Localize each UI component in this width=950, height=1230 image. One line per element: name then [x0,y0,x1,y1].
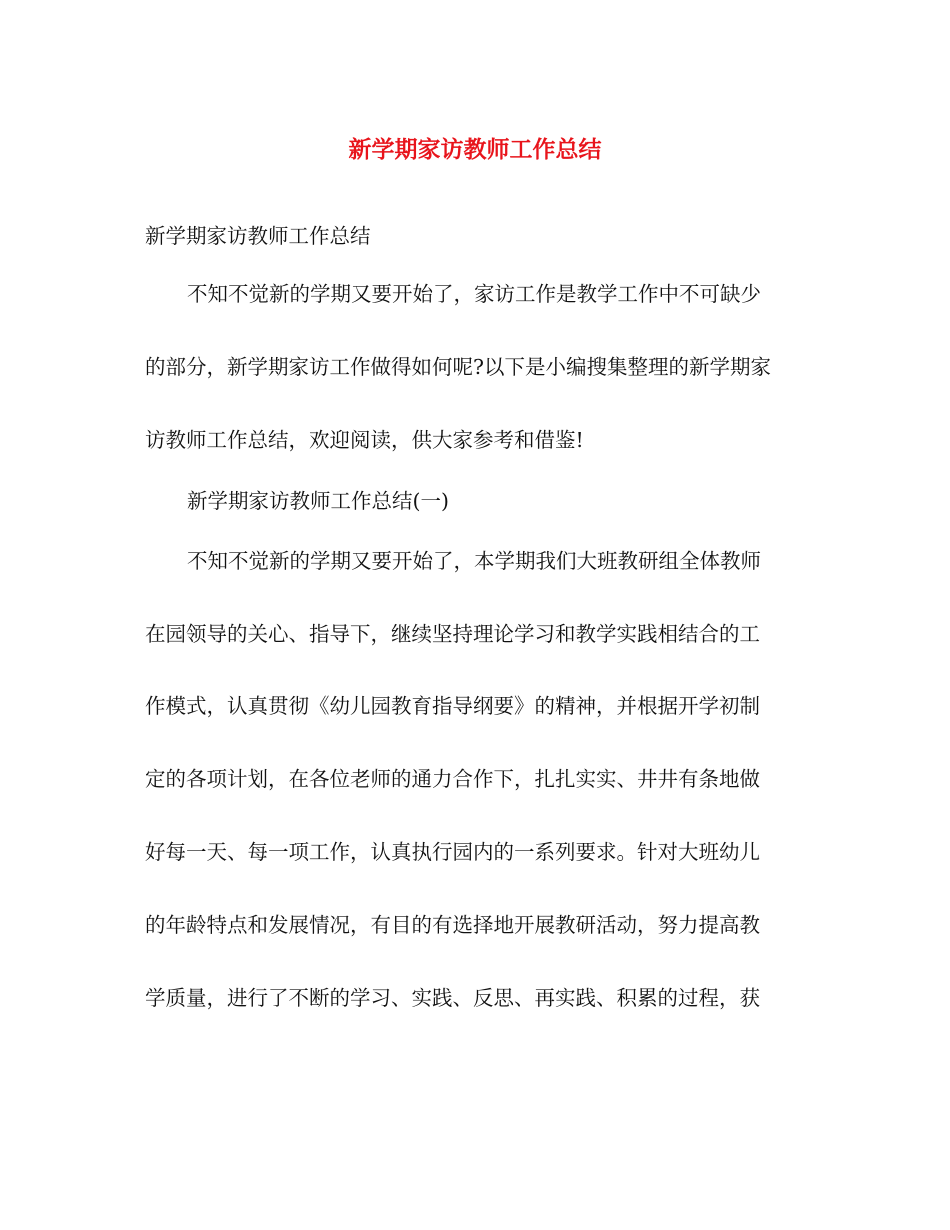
body-line: 作模式，认真贯彻《幼儿园教育指导纲要》的精神，并根据开学初制 [145,694,760,718]
body-line: 学质量，进行了不断的学习、实践、反思、再实践、积累的过程，获 [145,986,760,1010]
body-line: 不知不觉新的学期又要开始了，本学期我们大班教研组全体教师 [187,549,761,573]
section-heading: 新学期家访教师工作总结(一) [187,489,449,513]
document-title: 新学期家访教师工作总结 [348,136,602,163]
intro-line: 不知不觉新的学期又要开始了，家访工作是教学工作中不可缺少 [187,282,761,306]
intro-line: 访教师工作总结，欢迎阅读，供大家参考和借鉴! [145,428,584,452]
body-line: 的年龄特点和发展情况，有目的有选择地开展教研活动，努力提高教 [145,913,760,937]
intro-line: 的部分，新学期家访工作做得如何呢?以下是小编搜集整理的新学期家 [145,355,771,379]
body-line: 在园领导的关心、指导下，继续坚持理论学习和教学实践相结合的工 [145,622,760,646]
document-subtitle: 新学期家访教师工作总结 [145,224,371,248]
body-line: 定的各项计划，在各位老师的通力合作下，扎扎实实、井井有条地做 [145,767,760,791]
body-line: 好每一天、每一项工作，认真执行园内的一系列要求。针对大班幼儿 [145,840,760,864]
